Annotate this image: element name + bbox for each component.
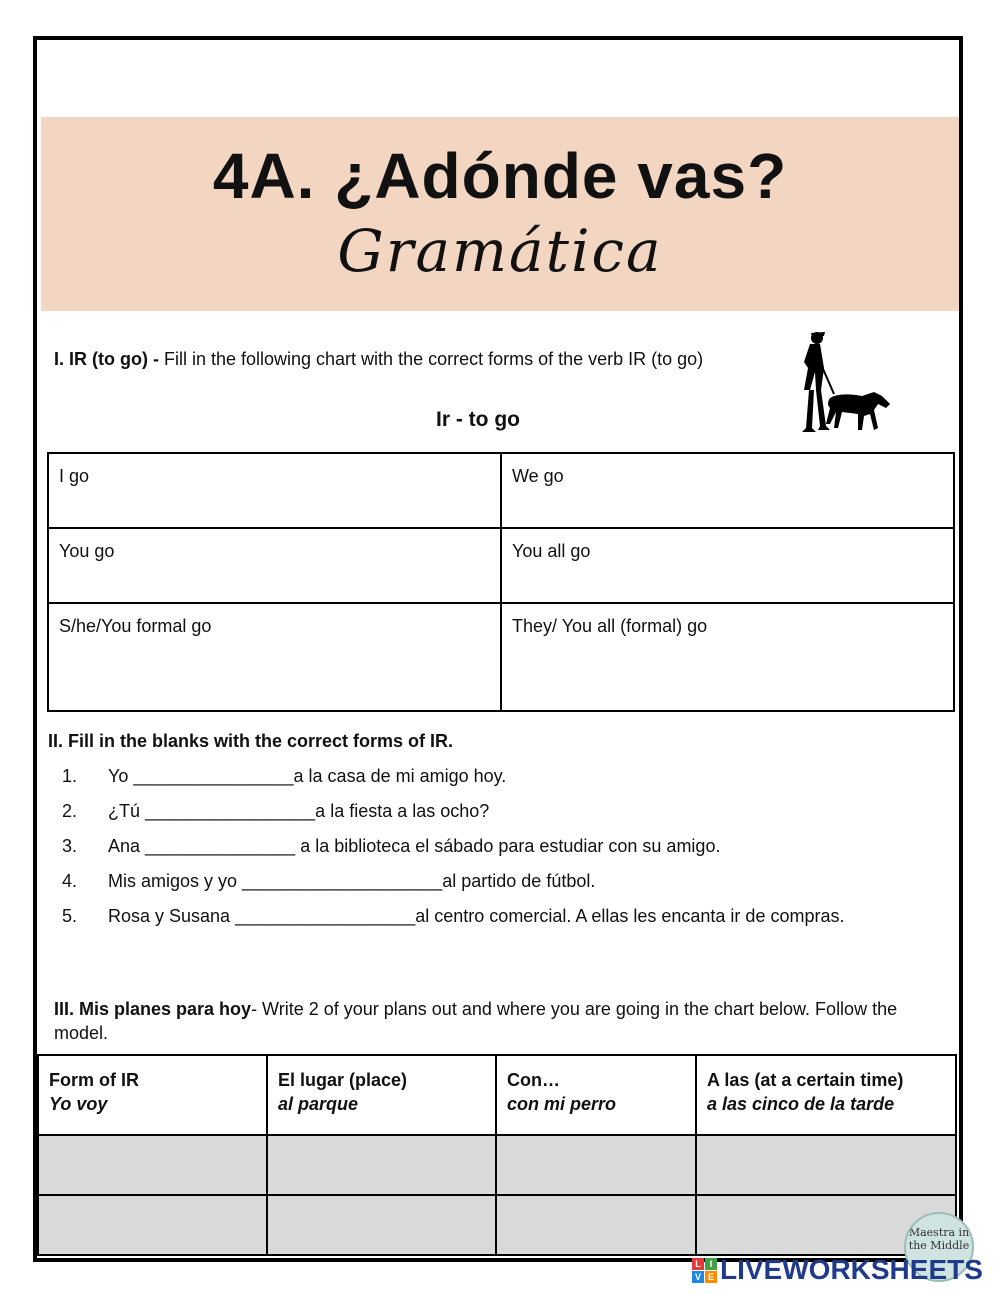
- answer-cell[interactable]: [496, 1195, 696, 1255]
- table-row: [38, 1135, 956, 1195]
- answer-cell[interactable]: [38, 1135, 267, 1195]
- column-header: El lugar (place): [278, 1070, 408, 1090]
- cell-he-she-go[interactable]: S/he/You formal go: [48, 603, 501, 711]
- column-header: Con…: [507, 1070, 560, 1090]
- liveworksheets-watermark: [692, 1254, 983, 1286]
- item-number: 5.: [62, 906, 78, 926]
- list-item[interactable]: [62, 765, 844, 800]
- section1-heading: [54, 349, 703, 370]
- section2-heading: II. Fill in the blanks with the correct forms of IR.: [48, 731, 454, 751]
- column-header: Form of IR: [49, 1070, 139, 1090]
- col-form-of-ir: [38, 1055, 267, 1135]
- column-example: Yo voy: [49, 1094, 108, 1114]
- column-header: A las (at a certain time): [707, 1070, 904, 1090]
- table-row: [38, 1195, 956, 1255]
- chart-title: Ir - to go: [436, 408, 520, 431]
- list-item[interactable]: [62, 800, 844, 835]
- item-sentence: Ana _______________ a la biblioteca el sábado para estudiar con su amigo.: [108, 836, 721, 856]
- item-sentence: Mis amigos y yo ____________________al partido de fútbol.: [108, 871, 596, 891]
- col-time: [696, 1055, 956, 1135]
- item-number: 2.: [62, 801, 78, 821]
- worksheet-subtitle: Gramática: [337, 217, 663, 285]
- column-example: con mi perro: [507, 1094, 617, 1114]
- answer-cell[interactable]: [267, 1195, 496, 1255]
- item-number: 3.: [62, 836, 78, 856]
- section1-instructions: Fill in the following chart with the correct forms of the verb IR (to go): [158, 349, 704, 369]
- logo-block: E: [705, 1271, 717, 1283]
- col-place: [267, 1055, 496, 1135]
- answer-cell[interactable]: [267, 1135, 496, 1195]
- worksheet-title: 4A. ¿Adónde vas?: [212, 140, 788, 212]
- answer-cell[interactable]: [496, 1135, 696, 1195]
- title-banner: [41, 117, 959, 311]
- table-row: [48, 603, 954, 711]
- list-item[interactable]: [62, 870, 844, 905]
- logo-block: V: [692, 1271, 704, 1283]
- list-item[interactable]: [62, 835, 844, 870]
- item-sentence: ¿Tú _________________a la fiesta a las ocho?: [108, 801, 490, 821]
- answer-cell[interactable]: [696, 1135, 956, 1195]
- cell-you-all-go[interactable]: You all go: [501, 528, 954, 603]
- watermark-text: LIVEWORKSHEETS: [720, 1254, 983, 1285]
- logo-block: L: [692, 1258, 704, 1270]
- item-number: 4.: [62, 871, 78, 891]
- cell-i-go[interactable]: I go: [48, 453, 501, 528]
- cell-you-go[interactable]: You go: [48, 528, 501, 603]
- column-example: al parque: [278, 1094, 359, 1114]
- section3-heading: [54, 997, 934, 1045]
- answer-cell[interactable]: [38, 1195, 267, 1255]
- cell-they-go[interactable]: They/ You all (formal) go: [501, 603, 954, 711]
- logo-block: I: [705, 1258, 717, 1270]
- table-row: [48, 528, 954, 603]
- section3-instructions: - Write 2 of your plans out and where you are going in the chart below. Follow the model.: [54, 999, 898, 1043]
- conjugation-chart: [47, 452, 955, 712]
- table-row: [48, 453, 954, 528]
- item-number: 1.: [62, 766, 78, 786]
- col-with: [496, 1055, 696, 1135]
- liveworksheets-logo-icon: [692, 1258, 717, 1283]
- section3-label: III. Mis planes para hoy: [54, 999, 252, 1019]
- author-logo: Maestra in the Middle: [904, 1212, 974, 1282]
- column-example: a las cinco de la tarde: [707, 1094, 895, 1114]
- section1-label: I. IR (to go) -: [54, 349, 159, 369]
- table-row: [38, 1055, 956, 1135]
- item-sentence: Rosa y Susana __________________al centro comercial. A ellas les encanta ir de compras.: [108, 906, 845, 926]
- fill-blank-list: [62, 765, 844, 940]
- cell-we-go[interactable]: We go: [501, 453, 954, 528]
- list-item[interactable]: [62, 905, 844, 940]
- item-sentence: Yo ________________a la casa de mi amigo hoy.: [108, 766, 507, 786]
- plans-chart: [37, 1054, 957, 1256]
